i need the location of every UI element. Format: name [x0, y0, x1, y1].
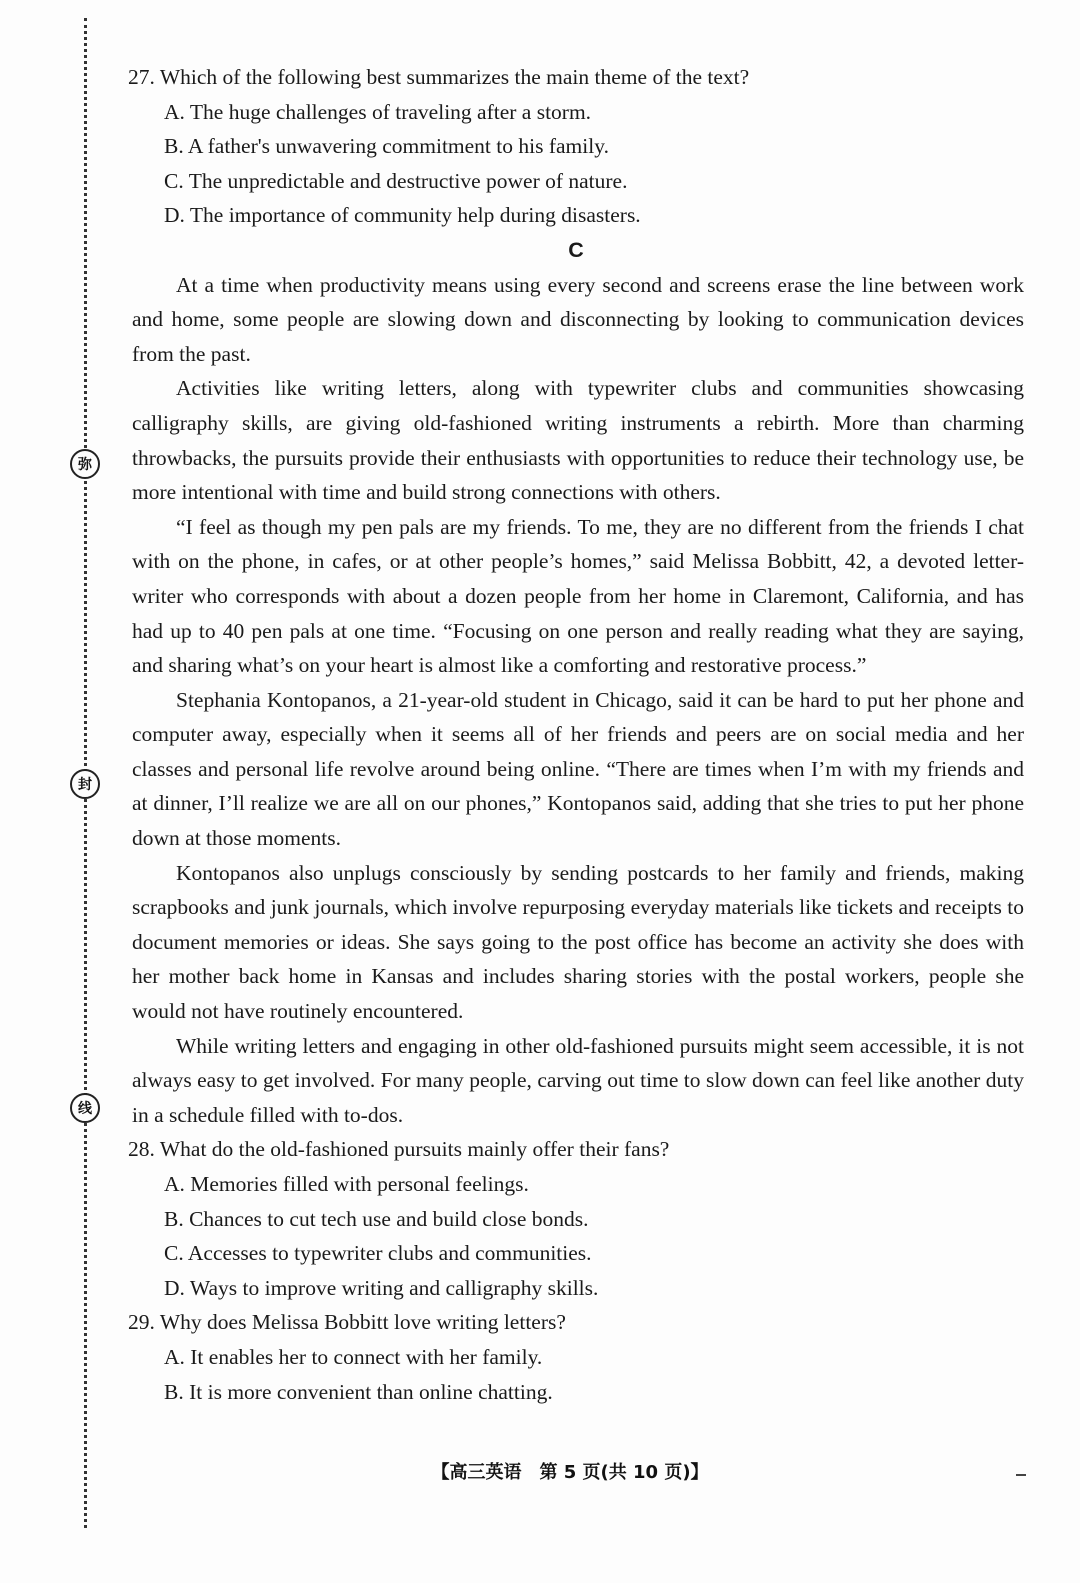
- question-29-option-a: A. It enables her to connect with her family.: [164, 1344, 543, 1369]
- passage-section-letter: C: [568, 237, 584, 262]
- corner-mark: [1016, 1474, 1026, 1476]
- passage-c: [128, 268, 1024, 1133]
- passage-paragraph: At a time when productivity means using every second and screens erase the line between work and home, some people are slowing down and disconnecting by looking to communication devices from the past.: [132, 272, 1024, 366]
- passage-paragraph: Kontopanos also unplugs consciously by sending postcards to her family and friends, making scrapbooks and junk journals, which involve repurposing everyday materials like tickets and receipts to document memories or ideas. She says going to the post office has become an activity she does with her mother back home in Kansas and includes sharing stories with the postal workers, people she would not have routinely encountered.: [132, 860, 1024, 1024]
- seal-mi: 弥: [70, 449, 100, 479]
- question-28-option-b: B. Chances to cut tech use and build close bonds.: [164, 1206, 589, 1231]
- question-27: [128, 60, 1024, 233]
- passage-paragraph: Activities like writing letters, along with typewriter clubs and communities showcasing calligraphy skills, are giving old-fashioned writing instruments a rebirth. More than charming throwbacks, the pursuits provide their enthusiasts with opportunities to reduce their technology use, be more intentional with time and build strong connections with others.: [132, 376, 1024, 505]
- question-28-option-a: A. Memories filled with personal feelings.: [164, 1172, 529, 1196]
- question-27-stem: 27. Which of the following best summarizes the main theme of the text?: [128, 65, 750, 89]
- question-29: [128, 1305, 1024, 1409]
- question-28-stem: 28. What do the old-fashioned pursuits mainly offer their fans?: [128, 1137, 670, 1162]
- seal-xian: 线: [70, 1093, 100, 1123]
- question-28-option-c: C. Accesses to typewriter clubs and communities.: [164, 1241, 592, 1266]
- question-29-stem: 29. Why does Melissa Bobbitt love writing letters?: [128, 1310, 566, 1335]
- passage-paragraph: While writing letters and engaging in other old-fashioned pursuits might seem accessible, it is not always easy to get involved. For many people, carving out time to slow down can feel like another duty in a schedule filled with to-dos.: [132, 1033, 1024, 1127]
- passage-paragraph: “I feel as though my pen pals are my friends. To me, they are no different from the friends I chat with on the phone, in cafes, or at other people’s homes,” said Melissa Bobbitt, 42, a devoted letter-writer who corresponds with about a dozen people from her home in Claremont, California, and has had up to 40 pen pals at one time. “Focusing on one person and really reading what they are saying, and sharing what’s on your heart is almost like a comforting and restorative process.”: [132, 514, 1024, 678]
- question-27-option-d: D. The importance of community help during disasters.: [164, 203, 641, 228]
- page-footer: 【高三英语 第 5 页(共 10 页)】: [431, 1462, 709, 1483]
- question-28-option-d: D. Ways to improve writing and calligraphy skills.: [164, 1275, 599, 1300]
- question-29-option-b: B. It is more convenient than online chatting.: [164, 1379, 553, 1404]
- question-27-option-b: B. A father's unwavering commitment to his family.: [164, 134, 609, 159]
- exam-page-content: [128, 60, 1024, 1409]
- question-27-option-a: A. The huge challenges of traveling after a storm.: [164, 99, 592, 124]
- seal-feng: 封: [70, 769, 100, 799]
- question-28: [128, 1132, 1024, 1305]
- question-27-option-c: C. The unpredictable and destructive power of nature.: [164, 168, 628, 193]
- passage-paragraph: Stephania Kontopanos, a 21-year-old student in Chicago, said it can be hard to put her phone and computer away, especially when it seems all of her friends and peers are on social media and her classes and personal life revolve around being online. “There are times when I’m with my friends and at dinner, I’ll realize we are all on our phones,” Kontopanos said, adding that she tries to put her phone down at those moments.: [132, 687, 1024, 851]
